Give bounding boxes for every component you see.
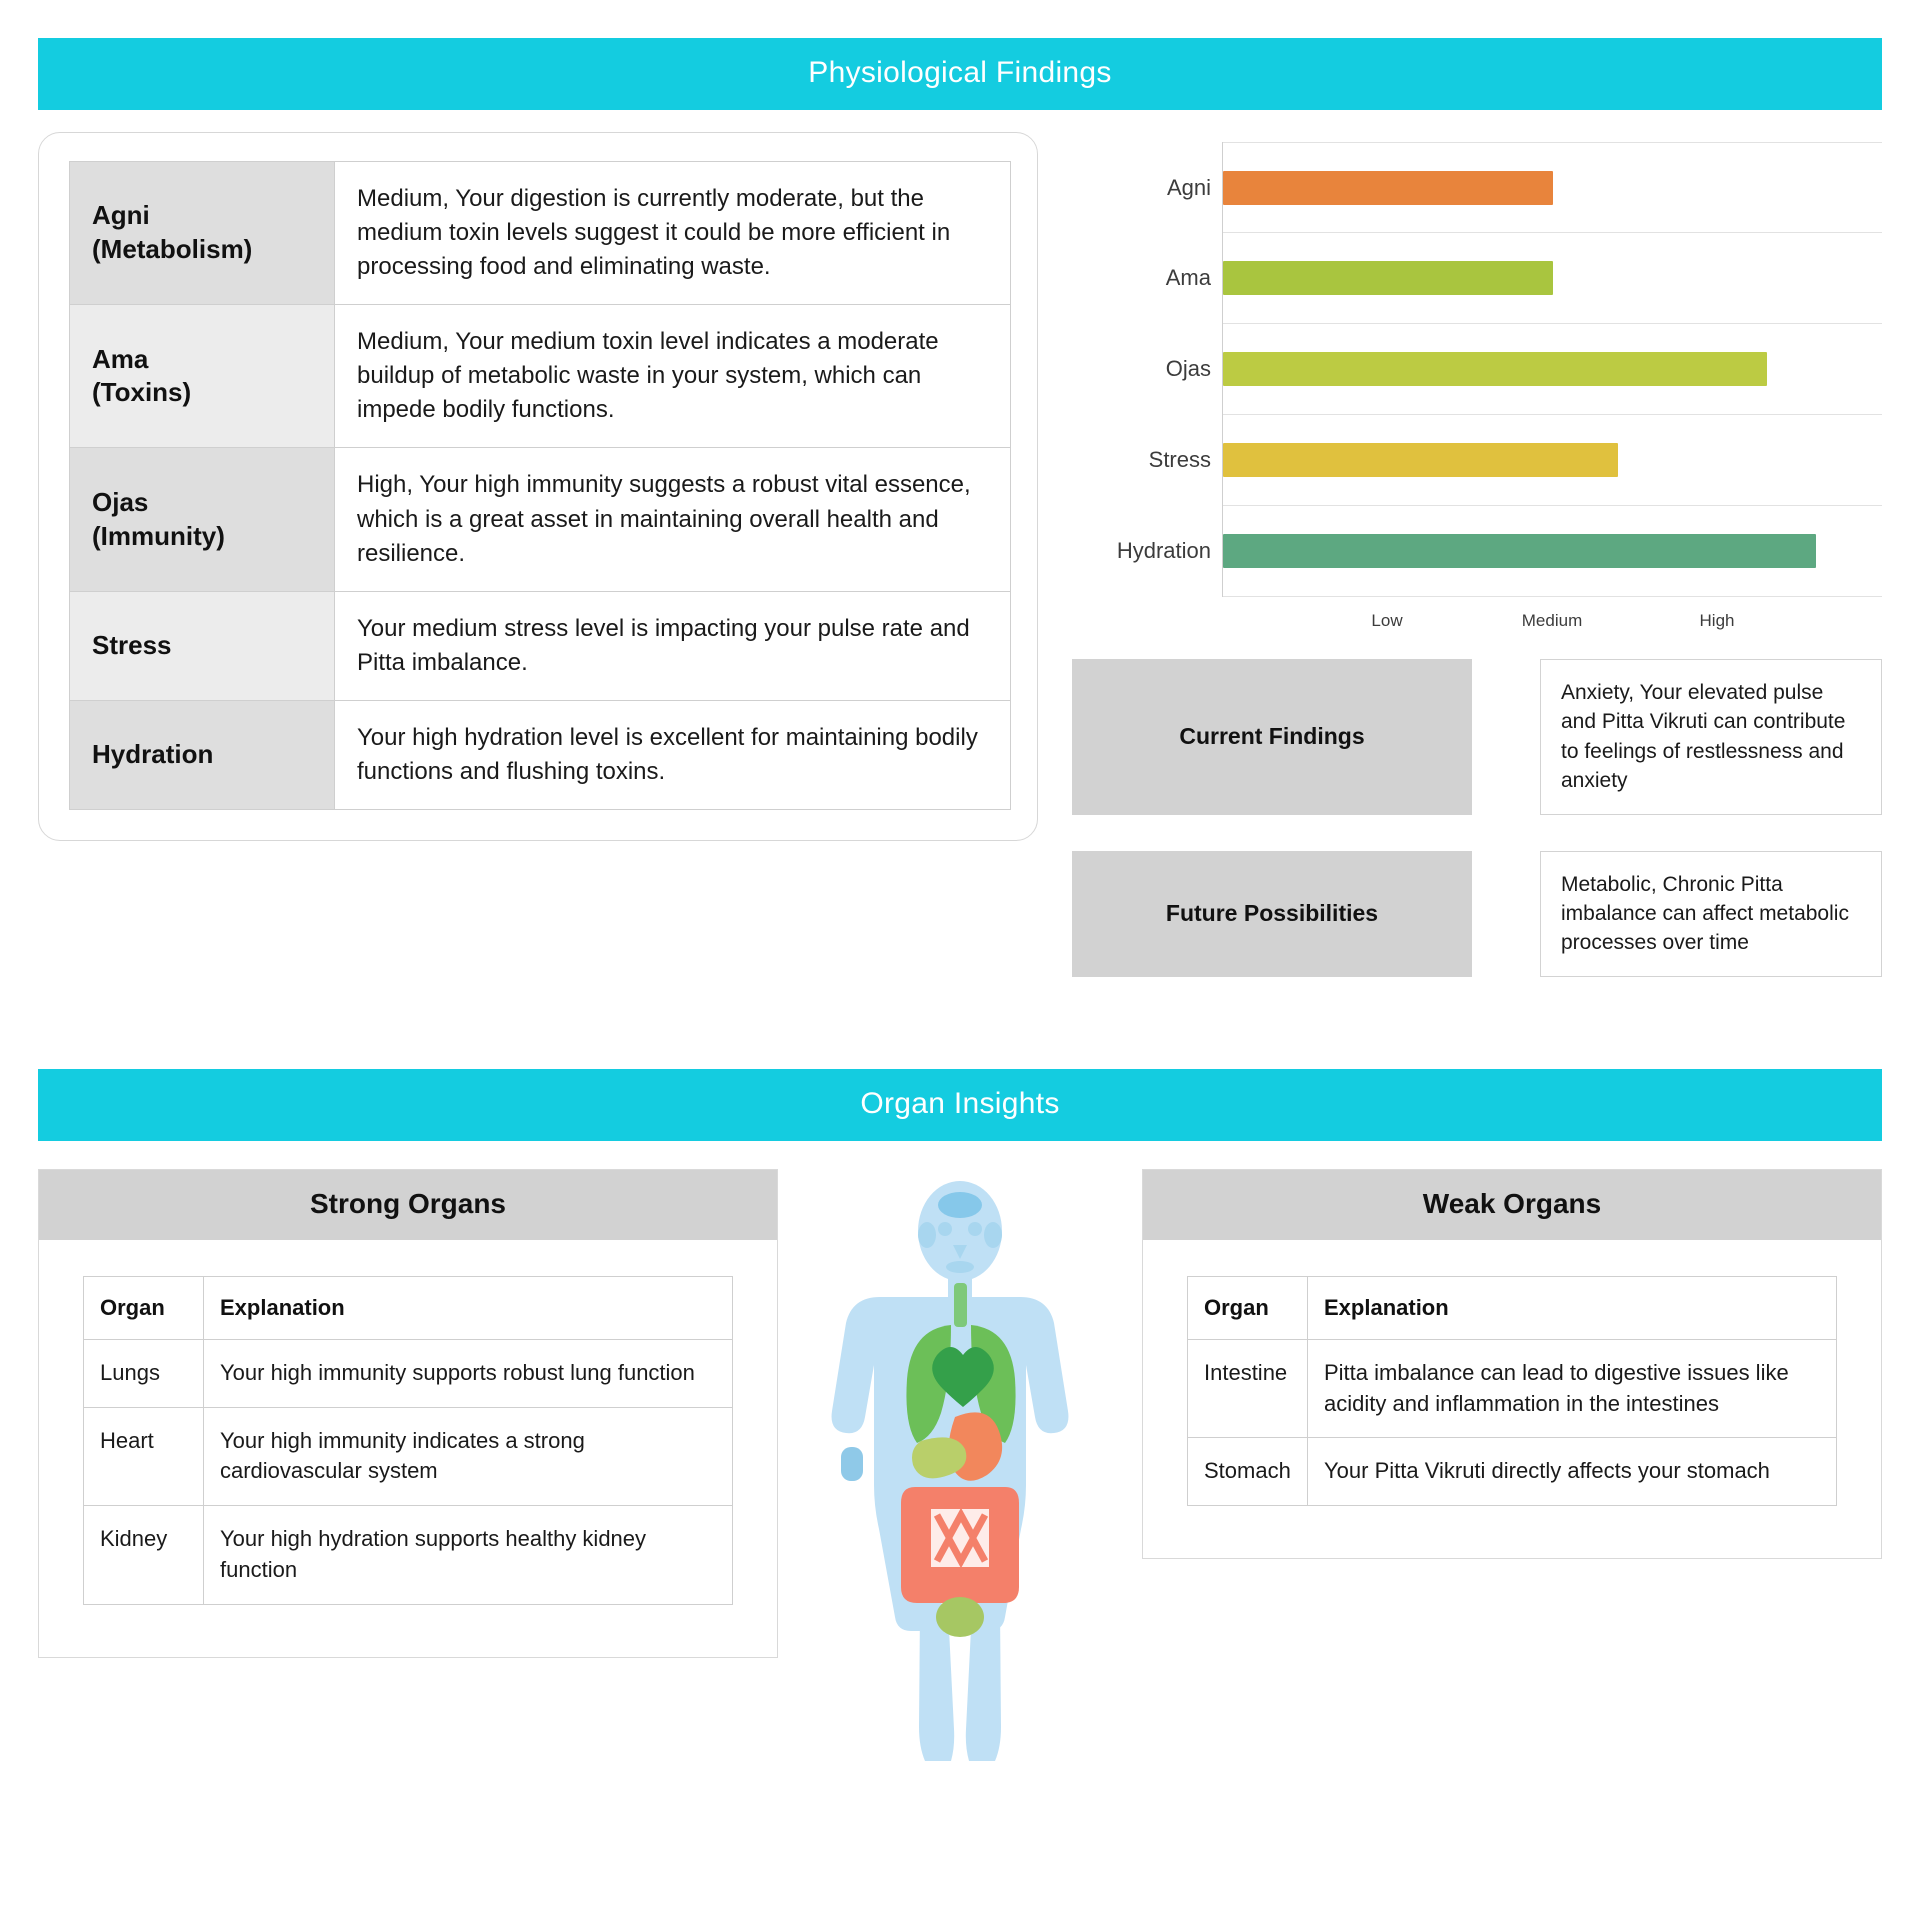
table-row xyxy=(1188,1438,1837,1506)
strong-organ-explanation: Your high immunity supports robust lung function xyxy=(204,1339,733,1407)
organ-insights-title: Organ Insights xyxy=(38,1069,1882,1141)
table-row xyxy=(70,305,1011,448)
physiological-table-card xyxy=(38,132,1038,841)
weak-organs-table xyxy=(1187,1276,1837,1506)
human-body-icon xyxy=(805,1179,1115,1799)
weak-organ-explanation: Your Pitta Vikruti directly affects your stomach xyxy=(1308,1438,1837,1506)
table-header-row xyxy=(1188,1276,1837,1339)
table-row xyxy=(70,448,1011,591)
chart-bar xyxy=(1223,443,1618,477)
weak-organ-explanation: Pitta imbalance can lead to digestive issues like acidity and inflammation in the intestines xyxy=(1308,1339,1837,1438)
chart-x-tick-label: High xyxy=(1699,611,1735,630)
strong-organ-explanation: Your high hydration supports healthy kidney function xyxy=(204,1506,733,1605)
strong-organ-name: Lungs xyxy=(84,1339,204,1407)
weak-organ-name: Intestine xyxy=(1188,1339,1308,1438)
table-row xyxy=(1188,1339,1837,1438)
physiological-bar-chart xyxy=(1072,142,1882,641)
row-label-ojas: Ojas (Immunity) xyxy=(70,448,335,591)
weak-col-explanation: Explanation xyxy=(1308,1276,1837,1339)
future-possibilities-row xyxy=(1072,851,1882,977)
weak-col-organ: Organ xyxy=(1188,1276,1308,1339)
current-findings-row xyxy=(1072,659,1882,815)
table-row xyxy=(70,162,1011,305)
table-row xyxy=(84,1407,733,1506)
strong-organs-panel xyxy=(38,1169,778,1658)
chart-category-label: Stress xyxy=(1148,447,1211,472)
physiological-right-column xyxy=(1072,132,1882,1013)
future-possibilities-label: Future Possibilities xyxy=(1072,851,1472,977)
findings-block xyxy=(1072,659,1882,977)
strong-organ-explanation: Your high immunity indicates a strong cardiovascular system xyxy=(204,1407,733,1506)
row-desc-agni: Medium, Your digestion is currently moderate, but the medium toxin levels suggest it could be more efficient in processing food and eliminating waste. xyxy=(335,162,1011,305)
anatomy-figure-container xyxy=(778,1169,1142,1799)
physiological-table xyxy=(69,161,1011,810)
chart-bar-row xyxy=(1165,324,1882,415)
current-findings-label: Current Findings xyxy=(1072,659,1472,815)
chart-category-label: Ojas xyxy=(1165,356,1211,381)
chart-bar xyxy=(1223,261,1553,295)
weak-organs-heading: Weak Organs xyxy=(1143,1170,1881,1240)
table-header-row xyxy=(84,1276,733,1339)
chart-plot-area xyxy=(1116,142,1882,597)
weak-organs-panel xyxy=(1142,1169,1882,1559)
row-desc-stress: Your medium stress level is impacting your pulse rate and Pitta imbalance. xyxy=(335,591,1011,700)
strong-organ-name: Kidney xyxy=(84,1506,204,1605)
chart-category-label: Agni xyxy=(1166,174,1211,200)
chart-bar-row xyxy=(1116,506,1882,597)
row-label-agni: Agni (Metabolism) xyxy=(70,162,335,305)
future-possibilities-text: Metabolic, Chronic Pitta imbalance can affect metabolic processes over time xyxy=(1540,851,1882,977)
report-page xyxy=(0,38,1920,1799)
strong-organs-heading: Strong Organs xyxy=(39,1170,777,1240)
table-row xyxy=(84,1506,733,1605)
strong-organ-name: Heart xyxy=(84,1407,204,1506)
chart-x-tick-label: Low xyxy=(1371,611,1403,630)
row-label-hydration: Hydration xyxy=(70,700,335,809)
row-label-ama: Ama (Toxins) xyxy=(70,305,335,448)
chart-category-label: Hydration xyxy=(1116,538,1211,563)
chart-category-label: Ama xyxy=(1165,265,1211,290)
spacer xyxy=(1472,851,1540,977)
spacer xyxy=(1472,659,1540,815)
chart-bar xyxy=(1223,352,1767,386)
chart-bar-row xyxy=(1166,142,1882,233)
row-desc-hydration: Your high hydration level is excellent for maintaining bodily functions and flushing toxins. xyxy=(335,700,1011,809)
chart-bar-row xyxy=(1148,415,1882,506)
table-row xyxy=(70,591,1011,700)
physiological-findings-section xyxy=(38,38,1882,1013)
organ-insights-section xyxy=(38,1069,1882,1799)
strong-col-organ: Organ xyxy=(84,1276,204,1339)
current-findings-text: Anxiety, Your elevated pulse and Pitta Vikruti can contribute to feelings of restlessness and anxiety xyxy=(1540,659,1882,815)
row-desc-ojas: High, Your high immunity suggests a robust vital essence, which is a great asset in maintaining overall health and resilience. xyxy=(335,448,1011,591)
strong-col-explanation: Explanation xyxy=(204,1276,733,1339)
chart-x-tick-label: Medium xyxy=(1521,611,1583,630)
weak-organ-name: Stomach xyxy=(1188,1438,1308,1506)
physiological-findings-title: Physiological Findings xyxy=(38,38,1882,110)
row-desc-ama: Medium, Your medium toxin level indicates a moderate buildup of metabolic waste in your system, which can impede bodily functions. xyxy=(335,305,1011,448)
chart-x-axis xyxy=(1222,597,1882,641)
row-label-stress: Stress xyxy=(70,591,335,700)
chart-bar-row xyxy=(1165,233,1882,324)
strong-organs-table xyxy=(83,1276,733,1605)
table-row xyxy=(84,1339,733,1407)
table-row xyxy=(70,700,1011,809)
chart-bar xyxy=(1223,171,1553,205)
chart-bar xyxy=(1223,534,1816,568)
